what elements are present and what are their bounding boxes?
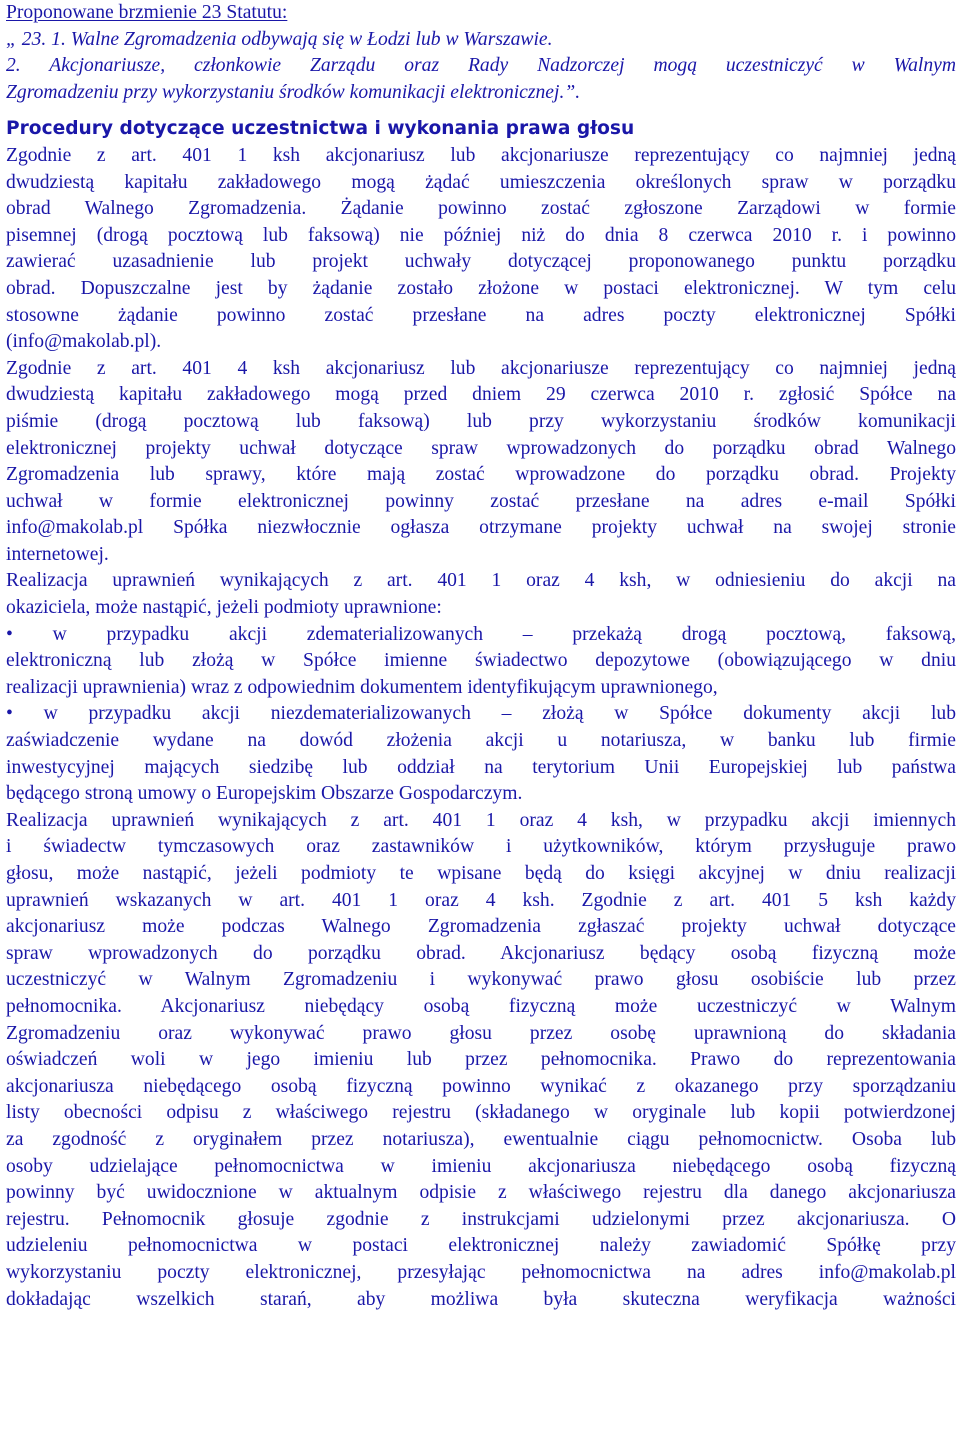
paragraph-line: rejestru. Pełnomocnik głosuje zgodnie z instrukcjami udzielonymi przez akcjonariusza. O [6, 1208, 956, 1230]
paragraph-line: dokładając wszelkich starań, aby możliwa była skuteczna weryfikacja ważności [6, 1288, 956, 1310]
paragraph-line: uprawnień wskazanych w art. 401 1 oraz 4 ksh. Zgodnie z art. 401 5 ksh każdy [6, 889, 956, 911]
paragraph-line: stosowne żądanie powinno zostać przesłane na adres poczty elektronicznej Spółki [6, 304, 956, 326]
paragraph-line: info@makolab.pl Spółka niezwłocznie ogłasza otrzymane projekty uchwał na swojej stronie [6, 517, 956, 539]
paragraph-line: Zgodnie z art. 401 4 ksh akcjonariusz lub akcjonariusze reprezentujący co najmniej jedną [6, 357, 956, 379]
paragraph-line: za zgodność z oryginałem przez notariusza), ewentualnie ciągu pełnomocnictw. Osoba lub [6, 1128, 956, 1150]
paragraph-line: osoby udzielające pełnomocnictwa w imieniu akcjonariusza niebędącego osobą fizyczną [6, 1155, 956, 1177]
bullet-item-dematerialized: • w przypadku akcji zdematerializowanych – przekażą drogą pocztową, faksową, [6, 623, 956, 645]
paragraph-line: zawierać uzasadnienie lub projekt uchwały dotyczącej proponowanego punktu porządku [6, 251, 956, 273]
statute-line-2: 2. Akcjonariusze, członkowie Zarządu oraz Rady Nadzorczej mogą uczestniczyć w Walnym [6, 55, 956, 77]
paragraph-line: obrad Walnego Zgromadzenia. Żądanie powinno zostać zgłoszone Zarządowi w formie [6, 198, 956, 220]
paragraph-line: elektronicznej projekty uchwał dotyczące spraw wprowadzonych do porządku obrad Walnego [6, 437, 956, 459]
document-page [6, 0, 956, 1313]
section-gap [6, 106, 956, 116]
paragraph-line: udzieleniu pełnomocnictwa w postaci elektronicznej należy zawiadomić Spółkę przy [6, 1235, 956, 1257]
paragraph-line: inwestycyjnej mających siedzibę lub oddział na terytorium Unii Europejskiej lub państwa [6, 756, 956, 778]
paragraph-line: dwudziestą kapitału zakładowego mogą żądać umieszczenia określonych spraw w porządku [6, 171, 956, 193]
paragraph-line: okaziciela, może nastąpić, jeżeli podmioty uprawnione: [6, 597, 442, 619]
paragraph-line: Zgodnie z art. 401 1 ksh akcjonariusz lub akcjonariusze reprezentujący co najmniej jedną [6, 144, 956, 166]
paragraph-line: elektroniczną lub złożą w Spółce imienne świadectwo depozytowe (obowiązującego w dniu [6, 650, 956, 672]
paragraph-line: pełnomocnika. Akcjonariusz niebędący osobą fizyczną może uczestniczyć w Walnym [6, 995, 956, 1017]
paragraph-line: dwudziestą kapitału zakładowego mogą przed dniem 29 czerwca 2010 r. zgłosić Spółce na [6, 384, 956, 406]
section-title-procedures: Procedury dotyczące uczestnictwa i wykonania prawa głosu [6, 118, 635, 140]
paragraph-line: Zgromadzeniu oraz wykonywać prawo głosu przez osobę uprawnioną do składania [6, 1022, 956, 1044]
paragraph-line: zaświadczenie wydane na dowód złożenia akcji u notariusza, w banku lub firmie [6, 730, 956, 752]
paragraph-line: powinny być uwidocznione w aktualnym odpisie z właściwego rejestru dla danego akcjonariusza [6, 1182, 956, 1204]
statute-line-1: „ 23. 1. Walne Zgromadzenia odbywają się w Łodzi lub w Warszawie. [6, 28, 553, 50]
paragraph-line: Realizacja uprawnień wynikających z art. 401 1 oraz 4 ksh, w przypadku akcji imiennych [6, 809, 956, 831]
paragraph-line: Realizacja uprawnień wynikających z art. 401 1 oraz 4 ksh, w odniesieniu do akcji na [6, 570, 956, 592]
paragraph-line: Zgromadzenia lub sprawy, które mają zostać wprowadzone do porządku obrad. Projekty [6, 464, 956, 486]
paragraph-line: uchwał w formie elektronicznej powinny zostać przesłane na adres e-mail Spółki [6, 490, 956, 512]
paragraph-line: obrad. Dopuszczalne jest by żądanie zostało złożone w postaci elektronicznej. W tym celu [6, 277, 956, 299]
paragraph-line: pisemnej (drogą pocztową lub faksową) nie później niż do dnia 8 czerwca 2010 r. i powinno [6, 224, 956, 246]
heading-proposed-statute [6, 0, 956, 27]
paragraph-line: i świadectw tymczasowych oraz zastawników i użytkowników, którym przysługuje prawo [6, 836, 956, 858]
paragraph-line: wykorzystaniu poczty elektronicznej, przesyłając pełnomocnictwa na adres info@makolab.pl [6, 1261, 956, 1283]
paragraph-line: (info@makolab.pl). [6, 331, 162, 353]
paragraph-line: spraw wprowadzonych do porządku obrad. Akcjonariusz będący osobą fizyczną może [6, 942, 956, 964]
paragraph-line: głosu, może nastąpić, jeżeli podmioty te wpisane będą do księgi akcyjnej w dniu realizacji [6, 863, 956, 884]
paragraph-line: oświadczeń woli w jego imieniu lub przez pełnomocnika. Prawo do reprezentowania [6, 1049, 956, 1071]
paragraph-line: internetowej. [6, 543, 109, 565]
heading-text: Proponowane brzmienie 23 Statutu: [6, 2, 288, 23]
bullet-item-nondematerialized: • w przypadku akcji niezdematerializowanych – złożą w Spółce dokumenty akcji lub [6, 703, 956, 725]
paragraph-line: listy obecności odpisu z właściwego rejestru (składanego w oryginale lub kopii potwierdzonej [6, 1102, 956, 1124]
paragraph-line: akcjonariusza niebędącego osobą fizyczną powinno wynikać z okazanego przy sporządzaniu [6, 1075, 956, 1097]
paragraph-line: będącego stroną umowy o Europejskim Obszarze Gospodarczym. [6, 783, 523, 805]
paragraph-line: uczestniczyć w Walnym Zgromadzeniu i wykonywać prawo głosu osobiście lub przez [6, 969, 956, 991]
paragraph-line: piśmie (drogą pocztową lub faksową) lub przy wykorzystaniu środków komunikacji [6, 410, 956, 432]
statute-line-3: Zgromadzeniu przy wykorzystaniu środków komunikacji elektronicznej.”. [6, 81, 581, 103]
paragraph-line: akcjonariusz może podczas Walnego Zgromadzenia zgłaszać projekty uchwał dotyczące [6, 916, 956, 938]
paragraph-line: realizacji uprawnienia) wraz z odpowiednim dokumentem identyfikującym uprawnionego, [6, 676, 718, 698]
